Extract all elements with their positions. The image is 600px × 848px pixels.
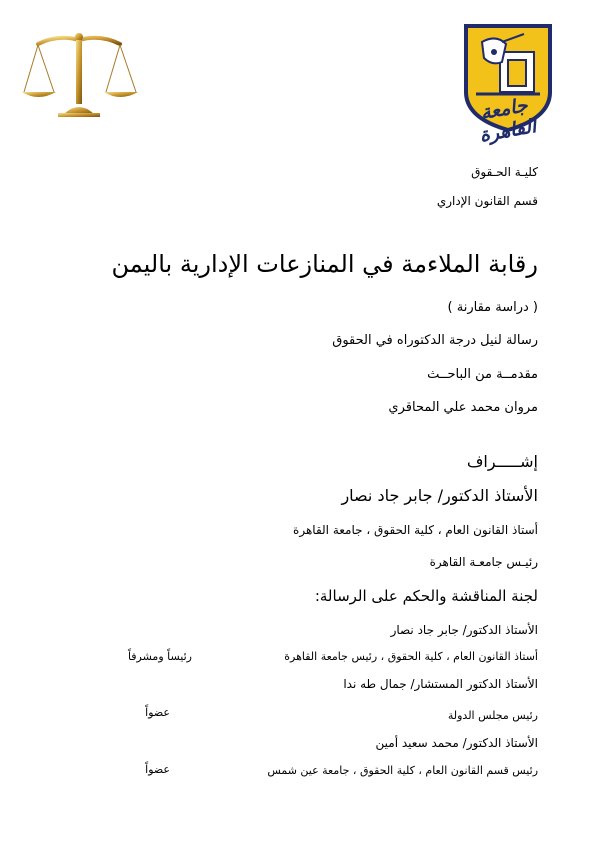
committee-member-name: الأستاذ الدكتور/ محمد سعيد أمين [375,736,538,750]
faculty-name: كليـة الحـقوق [471,165,538,179]
scales-of-justice-icon [18,30,140,118]
degree-statement: رسالة لنيل درجة الدكتوراه في الحقوق [332,333,538,348]
committee-member-name: الأستاذ الدكتور/ جابر جاد نصار [390,623,538,637]
committee-member-role: رئيساً ومشرفاً [127,650,192,663]
university-name: جامعة القاهرة [477,94,538,147]
supervision-heading: إشـــــراف [466,452,538,471]
committee-member-position: أستاذ القانون العام ، كلية الحقوق ، رئيس جامعة القاهرة [284,650,538,663]
researcher-name: مروان محمد علي المحاقري [388,400,538,415]
thesis-type: ( دراسة مقارنة ) [447,300,538,315]
supervisor-position: أستاذ القانون العام ، كلية الحقوق ، جامعة القاهرة [293,523,538,537]
supervisor-title: رئيـس جامعـة القاهرة [429,555,538,569]
thesis-title: رقابة الملاءمة في المنازعات الإدارية باليمن [111,250,538,278]
supervisor-name: الأستاذ الدكتور/ جابر جاد نصار [341,486,538,505]
committee-member-position: رئيس مجلس الدولة [447,709,538,722]
department-name: قسم القانون الإداري [436,194,538,208]
committee-member-role: عضواً [145,706,170,719]
committee-heading: لجنة المناقشة والحكم على الرسالة: [314,587,538,605]
presented-by: مقدمــة من الباحــث [427,367,538,382]
committee-member-position: رئيس قسم القانون العام ، كلية الحقوق ، جامعة عين شمس [267,764,538,777]
committee-member-name: الأستاذ الدكتور المستشار/ جمال طه ندا [343,677,538,691]
committee-member-role: عضواً [145,763,170,776]
